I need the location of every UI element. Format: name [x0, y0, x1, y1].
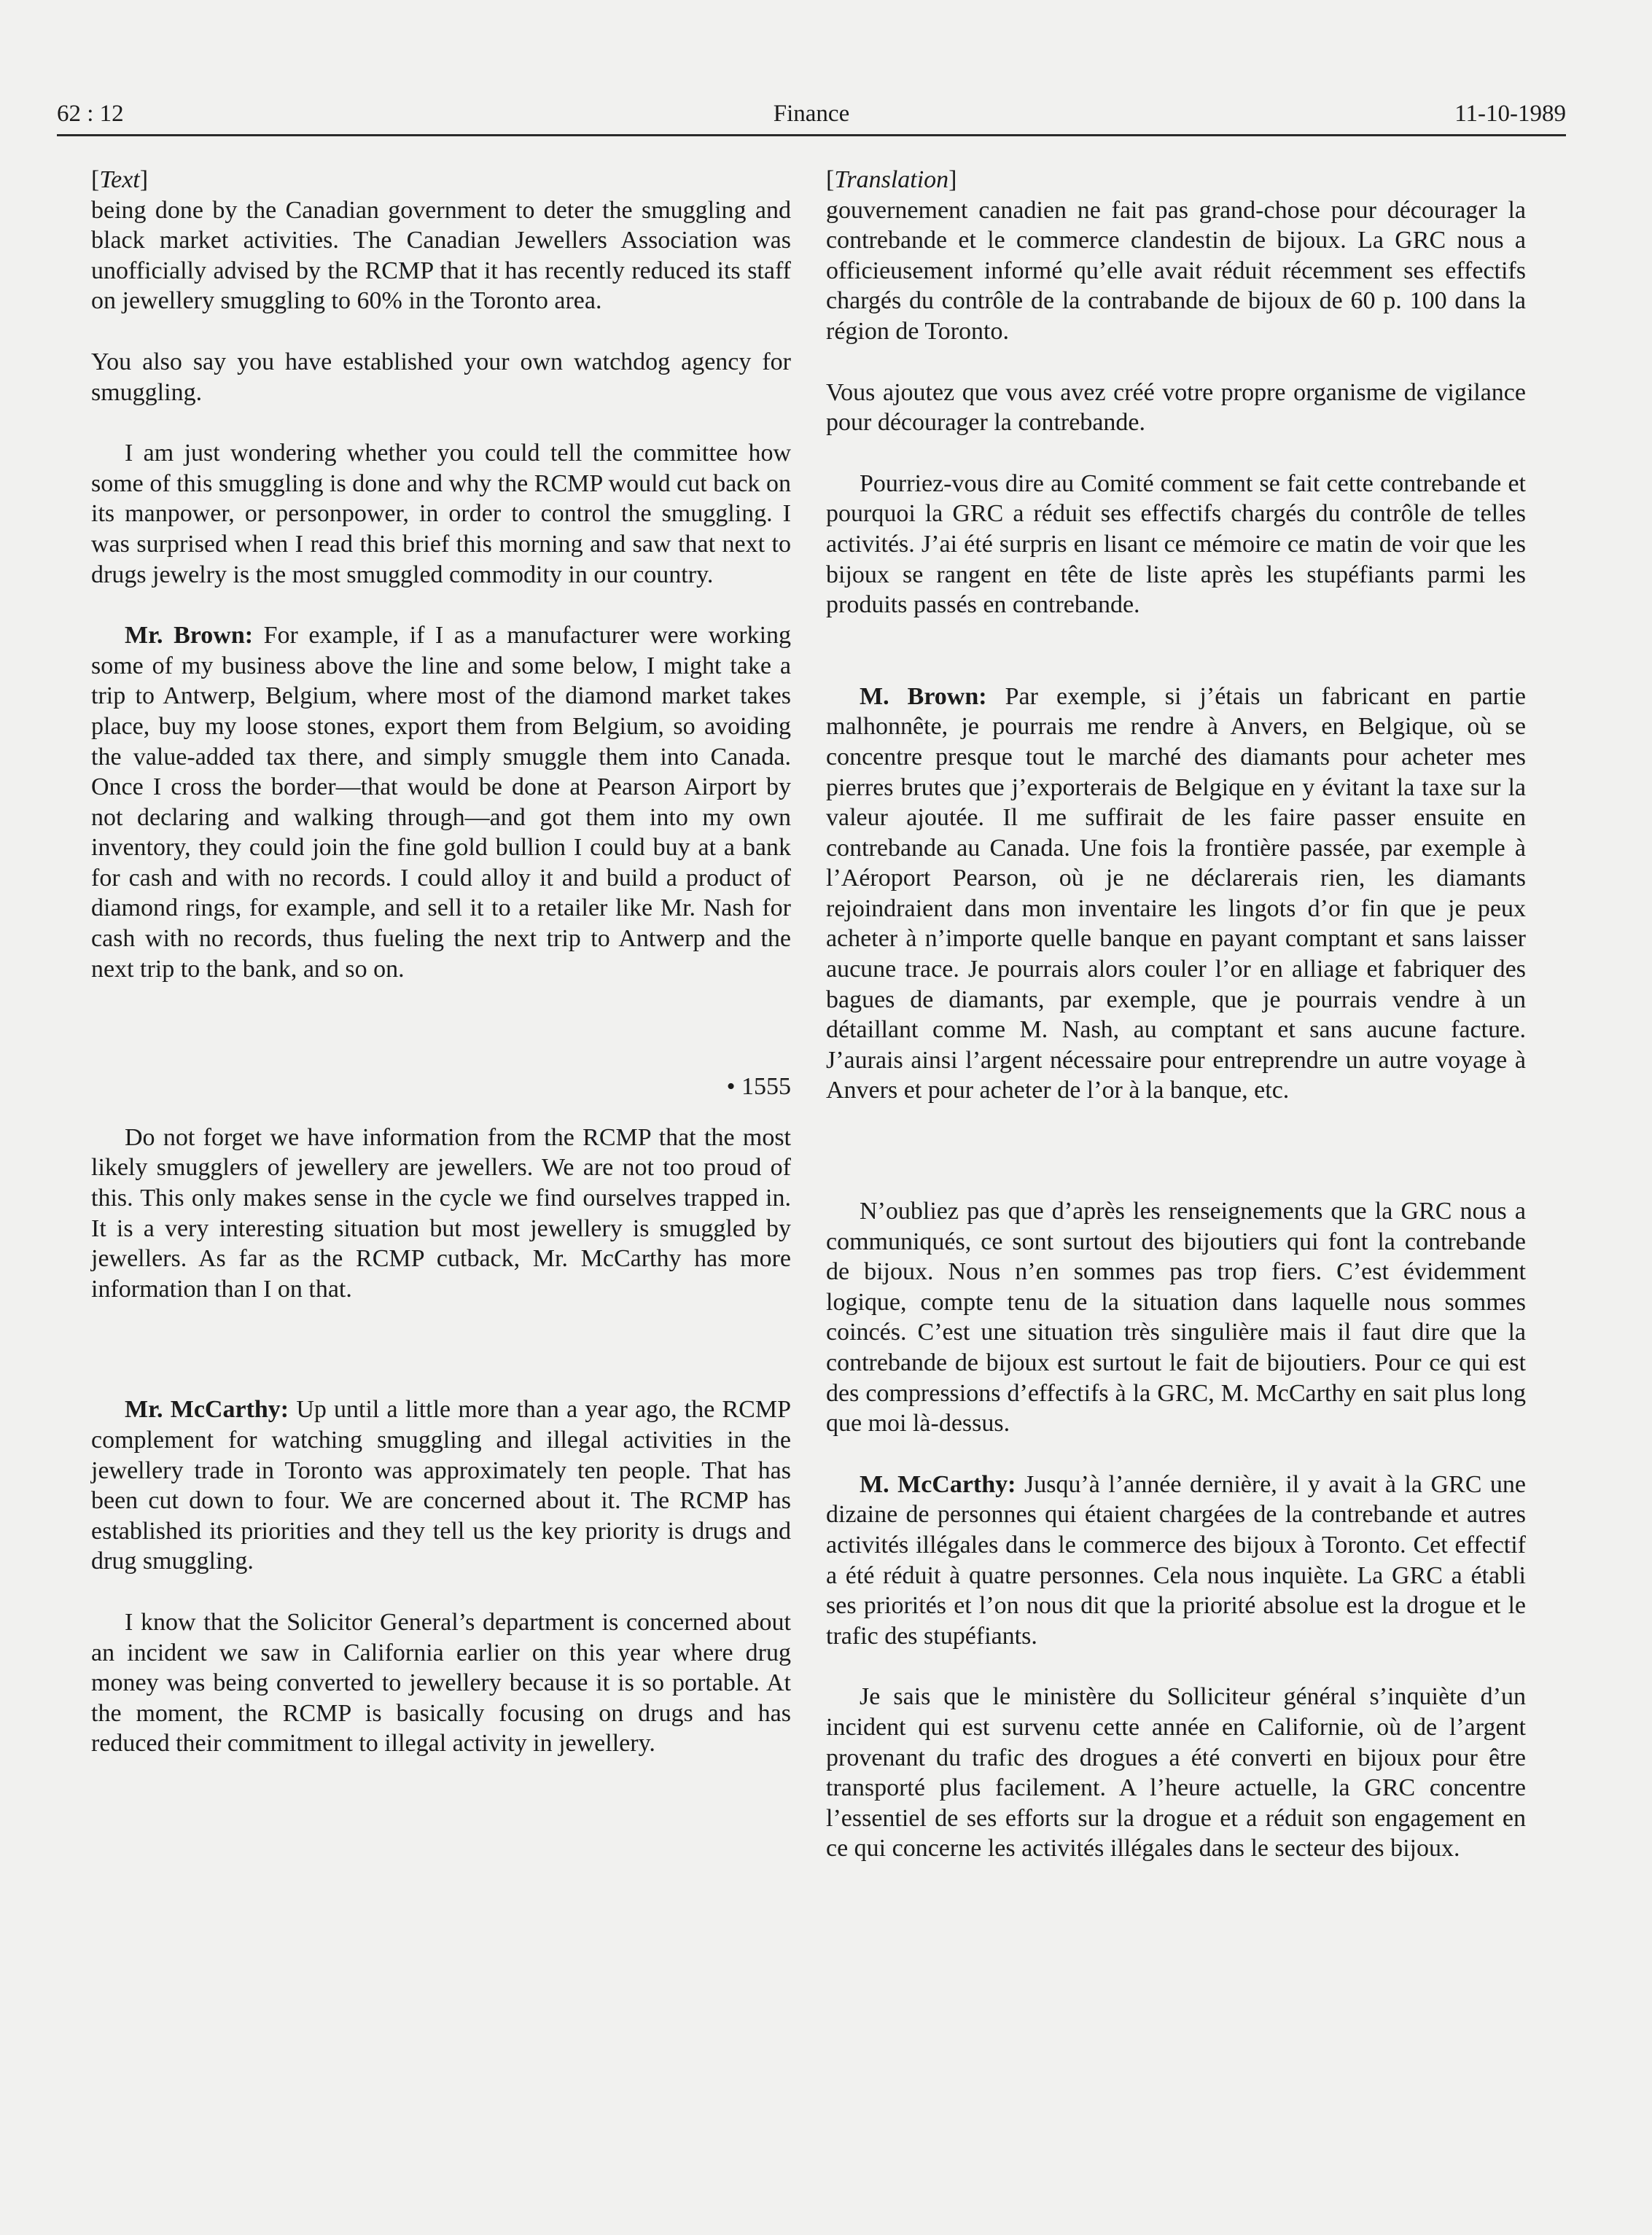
speaker-name: Mr. Brown: — [125, 622, 254, 650]
english-column — [91, 165, 791, 1759]
paragraph-text: Par exemple, si j’étais un fabricant en partie malhonnête, je pourrais me rendre à Anvers, en Belgique, où se concentre presque tout le marché des diamants pour acheter mes pierres brutes que j’exporterais de Belgique en y évitant la taxe sur la valeur ajoutée. Il me suffirait de les faire passer ensuite en contrebande au Canada. Une fois la frontière passée, par exemple à l’Aéroport Pearson, où je ne déclarerais rien, les diamants rejoindraient dans mon inventaire les lingots d’or fin que je peux acheter à n’importe quelle banque en payant comptant et sans laisser aucune trace. Je pourrais alors couler l’or en alliage et fabriquer des bagues de diamants, par exemple, que je pourrais vendre à un détaillant comme M. Nash, au comptant et sans aucune facture. J’aurais ainsi l’argent nécessaire pour entreprendre un autre voyage à Anvers et pour acheter de l’or à la banque, etc. — [826, 682, 1526, 1104]
header-rule — [57, 134, 1566, 136]
paragraph-text: Vous ajoutez que vous avez créé votre propre organisme de vigilance pour décourager la contrebande. — [826, 378, 1526, 437]
paragraph — [91, 438, 791, 590]
paragraph — [826, 1682, 1526, 1864]
paragraph-text: Jusqu’à l’année dernière, il y avait à la GRC une dizaine de personnes qui étaient chargées de la contrebande et autres activités illégales dans le commerce des bijoux à Toronto. Cet effectif a été réduit à quatre personnes. Cela nous inquiète. La GRC a établi ses priorités et l’on nous dit que la priorité absolue est la drogue et le trafic des stupéfiants. — [826, 1470, 1526, 1650]
speaker-name: M. McCarthy: — [860, 1470, 1016, 1498]
french-column — [826, 165, 1526, 1864]
paragraph-text: Do not forget we have information from the RCMP that the most likely smugglers of jewellery are jewellers. We are not too proud of this. This only makes sense in the cycle we find ourselves trapped in. It is a very interesting situation but most jewellery is smuggled by jewellers. As far as the RCMP cutback, Mr. McCarthy has more information than I on that. — [91, 1123, 791, 1303]
paragraph-text: being done by the Canadian government to deter the smuggling and black market activities. The Canadian Jewellers Association was unofficially advised by the RCMP that it has recently reduced its staff on jewellery smuggling to 60% in the Toronto area. — [91, 196, 791, 315]
label-text: Text — [99, 166, 140, 193]
page-title: Finance — [773, 101, 850, 127]
paragraph-text: I am just wondering whether you could tell the committee how some of this smuggling is done and why the RCMP would cut back on its manpower, or personpower, in order to control the smuggling. I was surprised when I read this brief this morning and saw that next to drugs jewelry is the most smuggled commodity in our country. — [91, 440, 791, 588]
paragraph — [826, 195, 1526, 347]
speaker-name: Mr. McCarthy: — [125, 1396, 289, 1424]
paragraph — [91, 1123, 791, 1305]
column-label-english: [Text] — [91, 166, 149, 193]
paragraph — [826, 469, 1526, 620]
paragraph — [826, 1196, 1526, 1439]
paragraph — [91, 1395, 791, 1577]
paragraph — [826, 1470, 1526, 1652]
paragraph — [91, 347, 791, 407]
paragraph — [826, 378, 1526, 438]
paragraph-text: gouvernement canadien ne fait pas grand-chose pour décourager la contrebande et le commerce clandestin de bijoux. La GRC nous a officieusement informé qu’elle avait réduit récemment ses effectifs chargés du contrôle de la contrabande de bijoux de 60 p. 100 dans la région de Toronto. — [826, 196, 1526, 345]
paragraph-text: Up until a little more than a year ago, the RCMP complement for watching smuggling and illegal activities in the jewellery trade in Toronto was approximately ten people. That has been cut down to four. We are concerned about it. The RCMP has established its priorities and they tell us the key priority is drugs and drug smuggling. — [91, 1396, 792, 1575]
page-header — [57, 101, 1566, 136]
paragraph-text: For example, if I as a manufacturer were working some of my business above the line and some below, I might take a trip to Antwerp, Belgium, where most of the diamond market takes place, buy my loose stones, export them from Belgium, so avoiding the value-added tax there, and simply smuggle them into Canada. Once I cross the border—that would be done at Pearson Airport by not declaring and walking through—and got them into my own inventory, they could join the fine gold bullion I could buy at a bank for cash and with no records. I could alloy it and build a product of diamond rings, for example, and sell it to a retailer like Mr. Nash for cash with no records, thus fueling the next trip to Antwerp and the next trip to the bank, and so on. — [91, 622, 792, 983]
paragraph-text: I know that the Solicitor General’s department is concerned about an incident we saw in California earlier on this year where drug money was being converted to jewellery because it is so portable. At the moment, the RCMP is basically focusing on drugs and has reduced their commitment to illegal activity in jewellery. — [91, 1608, 791, 1758]
paragraph-text: Pourriez-vous dire au Comité comment se fait cette contrebande et pourquoi la GRC a réduit ses effectifs chargés du contrôle de telles activités. J’ai été surpris en lisant ce mémoire ce matin de voir que les bijoux se rangent en tête de liste après les stupéfiants parmi les produits passés en contrebande. — [826, 469, 1526, 619]
column-label-french: [Translation] — [826, 166, 957, 193]
paragraph — [826, 682, 1526, 1106]
time-marker: • 1555 — [726, 1073, 791, 1101]
page-number: 62 : 12 — [57, 101, 124, 127]
speaker-name: M. Brown: — [860, 682, 987, 710]
paragraph-text: N’oubliez pas que d’après les renseignements que la GRC nous a communiqués, ce sont surtout des bijoutiers qui font la contrebande de bijoux. Nous n’en sommes pas trop fiers. C’est évidemment logique, compte tenu de la situation dans laquelle nous sommes coincés. C’est une situation très singulière mais il faut dire que la contrebande de bijoux est surtout le fait de bijoutiers. Pour ce qui est des compressions d’effectifs à la GRC, M. McCarthy en sait plus long que moi là-dessus. — [826, 1198, 1526, 1438]
label-text: Translation — [834, 166, 949, 193]
paragraph-text: Je sais que le ministère du Solliciteur général s’inquiète d’un incident qui est survenu cette année en Californie, où de l’argent provenant du trafic des drogues a été converti en bijoux pour être transporté plus facilement. A l’heure actuelle, la GRC concentre l’essentiel de ses efforts sur la drogue et a réduit son engagement en ce qui concerne les activités illégales dans le secteur des bijoux. — [826, 1683, 1526, 1862]
paragraph — [91, 620, 791, 984]
paragraph — [91, 1607, 791, 1759]
paragraph-text: You also say you have established your own watchdog agency for smuggling. — [91, 348, 791, 406]
page-date: 11-10-1989 — [1454, 101, 1566, 127]
paragraph — [91, 195, 791, 316]
